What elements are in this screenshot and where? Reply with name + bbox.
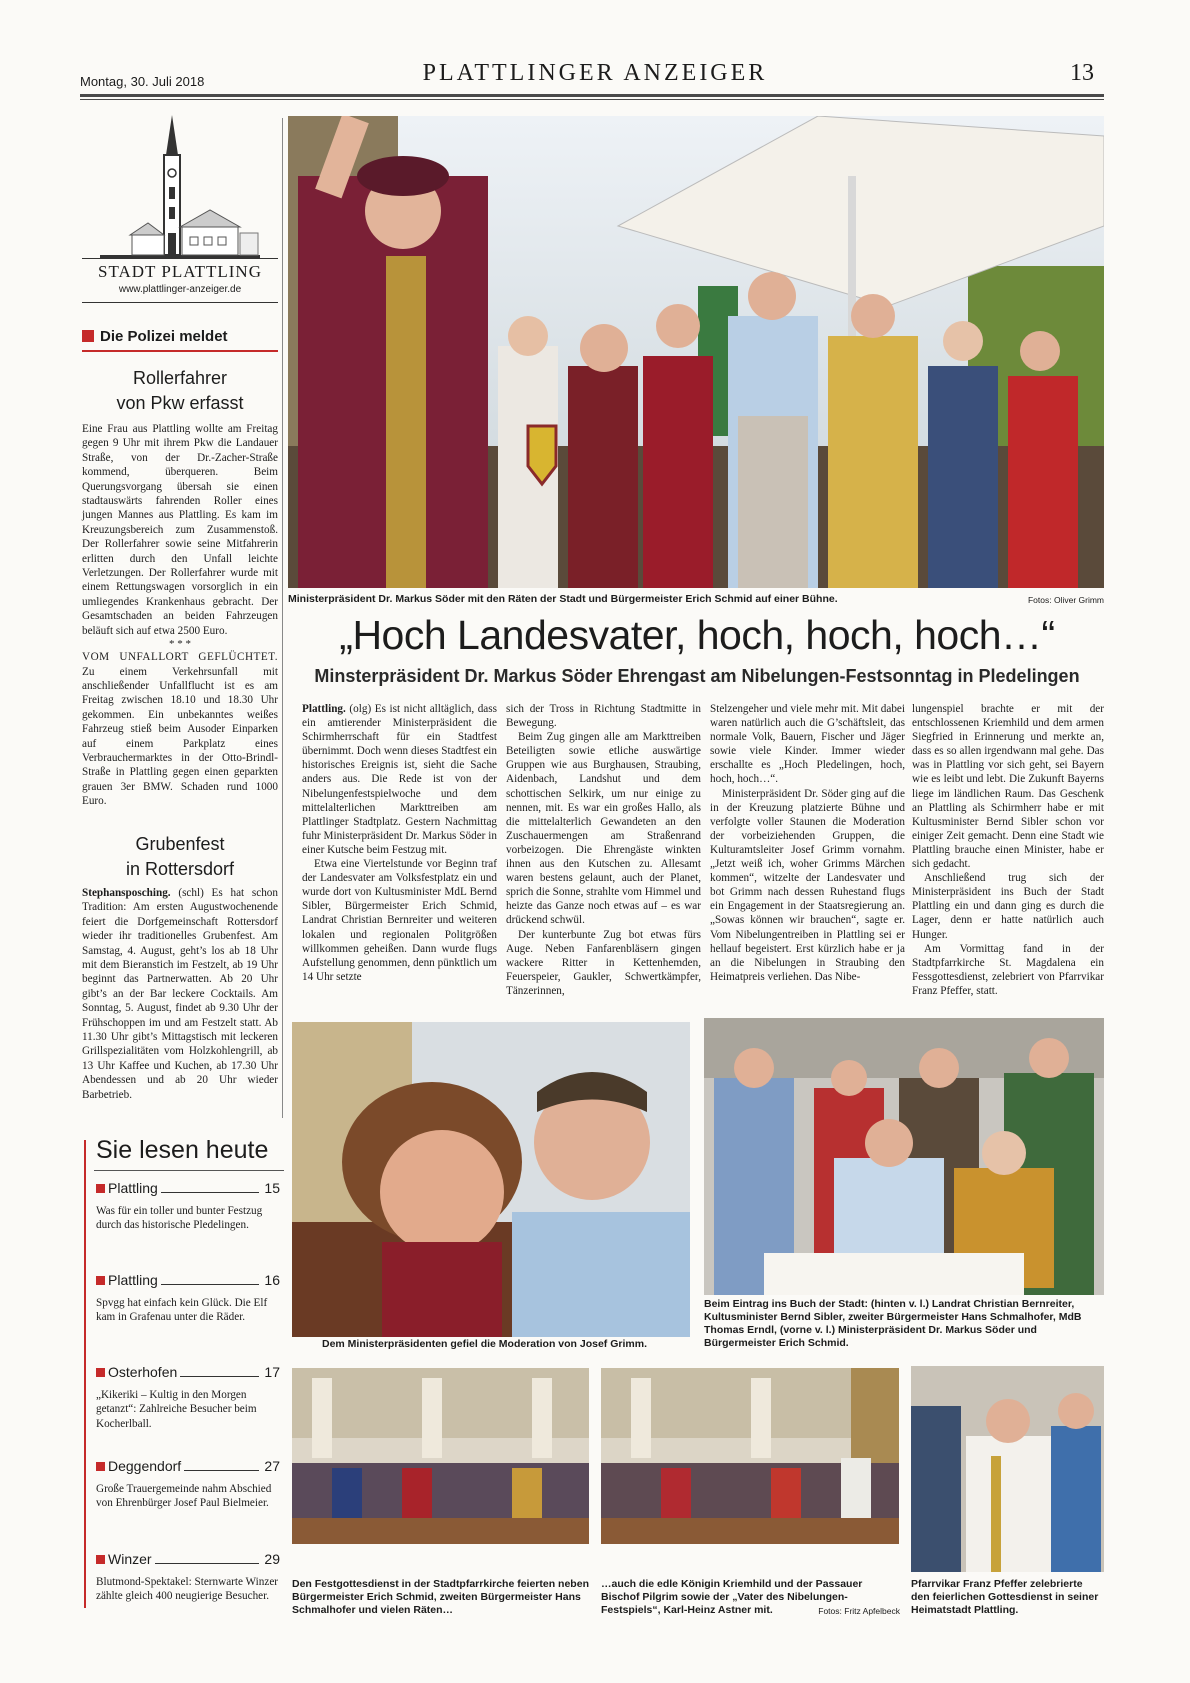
photo-church-credit: Fotos: Fritz Apfelbeck xyxy=(818,1606,900,1616)
logo-rule-bottom xyxy=(82,302,278,303)
article-title-roller: Rollerfahrer von Pkw erfasst xyxy=(116,368,244,413)
contents-item[interactable]: Deggendorf 27 Große Trauergemeinde nahm Abschied von Ehrenbürger Josef Paul Bielmeier. xyxy=(96,1458,280,1510)
photo-golden-book-caption: Beim Eintrag ins Buch der Stadt: (hinten v. l.) Landrat Christian Bernreiter, Kultusminister Bernd Sibler, zweiter Bürgermeister Hans Schmalhofer, MdB Thomas Erndl, (vorne v. l.) Ministerpräsident Dr. Markus Söder und Bürgermeister Erich Schmid. xyxy=(704,1298,1082,1349)
bullet-square-icon xyxy=(96,1276,105,1285)
photo-soeder-grimm-caption: Dem Ministerpräsidenten gefiel die Moderation von Josef Grimm. xyxy=(322,1338,647,1350)
header-rule xyxy=(80,94,1104,97)
masthead: PLATTLINGER ANZEIGER xyxy=(422,60,768,86)
column-divider xyxy=(282,118,283,1118)
photo-church-service-2-caption: …auch die edle Königin Kriemhild und der Passauer Bischof Pilgrim sowie der „Vater des Nibelungen-Festspiels“, Karl-Heinz Astner mit. xyxy=(601,1578,863,1616)
main-headline: „Hoch Landesvater, hoch, hoch, hoch…“ xyxy=(339,612,1055,658)
contents-title: Sie lesen heute xyxy=(96,1136,269,1164)
logo-name: STADT PLATTLING xyxy=(98,262,262,281)
photo-church-service-1 xyxy=(292,1368,589,1544)
contents-accent-bar xyxy=(84,1140,86,1608)
photo-church-service-2 xyxy=(601,1368,899,1544)
bullet-square-icon xyxy=(96,1368,105,1377)
article-body-roller: Eine Frau aus Plattling wollte am Freitag gegen 9 Uhr mit ihrem Pkw die Landauer Straße, von der Dr.-Zacher-Straße kommend, überqueren. Beim Querungsvorgang übersah sie einen stadtauswärts fahrenden Roller eines jungen Mannes aus Plattling. Es kam im Kreuzungsbereich zum Zusammenstoß. Der Rollerfahrer sowie seine Mitfahrerin erlitten durch den Unfall leichte Verletzungen. Der Rollerfahrer wurde mit einem Rettungswagen vorsorglich in ein umliegendes Krankenhaus gebracht. Der Gesamtschaden an beiden Fahrzeugen beläuft sich auf etwa 2500 Euro. * * * VOM UNFALLORT GEFLÜCHTET. Zu einem Verkehrsunfall mit anschließender Unfallflucht ist es am Freitag zwischen 18.10 und 18.30 Uhr gekommen. Ein unbekanntes weißes Fahrzeug stieß beim Ausoder Einparken auf einem Parkplatz eines Verbrauchermarktes in der Otto-Brindl-Straße in Plattling gegen einen geparkten grauen 3er BMW. Schaden rund 1000 Euro. xyxy=(82,423,278,808)
article-column-2: sich der Tross in Richtung Stadtmitte in Bewegung. Beim Zug gingen alle am Markttreiben Beteiligten sowie etliche auswärtige Gruppen wie aus Burghausen, Straubing, Aidenbach, Landshut und dem schottischen Selkirk, um nur einige zu nennen, mit. Es war ein großes Hallo, als die mittelalterlich Gewandeten an den Zuschauermengen am Straßenrand vorbeizogen. Die Ehrengäste winkten ihnen aus den Kutschen zu. Allesamt waren bestens gelaunt, auch der Planet, sprich die Sonne, strahlte vom Himmel und heizte das Ganze noch etwas auf – es war drückend schwül. Der kunterbunte Zug bot etwas fürs Auge. Neben Fanfarenbläsern gingen wackere Ritter in Kettenhemden, Feuerspeier, Gaukler, Schwertkämpfer, Tänzerinnen, xyxy=(506,703,701,997)
top-photo-caption: Ministerpräsident Dr. Markus Söder mit den Räten der Stadt und Bürgermeister Erich Schmid auf einer Bühne. xyxy=(288,593,838,605)
header-rule-thin xyxy=(80,99,1104,100)
bullet-square-icon xyxy=(96,1462,105,1471)
church-logo-icon xyxy=(100,115,260,260)
logo-rule-top xyxy=(82,258,278,259)
section-rule xyxy=(82,350,278,352)
page-number: 13 xyxy=(1070,60,1094,86)
police-section-heading: Die Polizei meldet xyxy=(82,328,278,345)
photo-church-service-1-caption: Den Festgottesdienst in der Stadtpfarrkirche feierten neben Bürgermeister Erich Schmid, zweiten Bürgermeister Hans Schmalhofer und vielen Räten… xyxy=(292,1578,589,1616)
contents-rule xyxy=(94,1170,284,1171)
top-photo xyxy=(288,116,1104,588)
photo-pfarrvikar xyxy=(911,1366,1104,1572)
contents-item[interactable]: Winzer 29 Blutmond-Spektakel: Sternwarte Winzer zählte gleich 400 neugierige Besucher. xyxy=(96,1551,280,1603)
contents-item[interactable]: Osterhofen 17 „Kikeriki – Kultig in den Morgen getanzt“: Zahlreiche Besucher beim Kocherlball. xyxy=(96,1364,280,1430)
bullet-square-icon xyxy=(96,1555,105,1564)
contents-item[interactable]: Plattling 16 Spvgg hat einfach kein Glück. Die Elf kam in Grafenau unter die Räder. xyxy=(96,1272,280,1324)
bullet-square-icon xyxy=(96,1184,105,1193)
main-subheadline: Minsterpräsident Dr. Markus Söder Ehrengast am Nibelungen-Festsonntag in Pledelingen xyxy=(314,666,1080,686)
article-column-1: Plattling. (olg) Es ist nicht alltäglich, dass ein amtierender Ministerpräsident die Schirmherrschaft für ein Stadtfest übernimmt. Doch wenn dieses Stadtfest ein historisches Ereignis ist, sieht die Sache anders aus. Die Rede ist von der Nibelungenfestspielwoche und dem mittelalterlichen Markttreiben am Plattlinger Stadtplatz. Gestern Nachmittag fuhr Ministerpräsident Dr. Markus Söder in einer Kutsche beim Festzug mit. Etwa eine Viertelstunde vor Beginn traf der Landesvater am Volksfestplatz ein und wurde dort von Kultusminister MdL Bernd Sibler, Bürgermeister Erich Schmid, Landrat Christian Bernreiter und weiteren lokalen und regionalen Politgrößen willkommen geheißen. Dann wurde flugs Aufstellung genommen, denn pünktlich um 14 Uhr setzte xyxy=(302,703,497,983)
article-column-4: lungenspiel brachte er mit der entschlossenen Kriemhild und dem armen Siegfried in Erinnerung und merkte an, dass es so allen irgendwann mal gehe. Das was in Plattling vor sich geht, sei Bayern wie es leibt und lebt. Die Zukunft Bayerns liege im ländlichen Raum. Das Geschenk an Plattling als Schirmherr habe er mit Kultusminister Bernd Sibler schon vor einiger Zeit gemacht. Denn eine Stadt wie Plattling brauche einen Minister, habe er sich gedacht. Anschließend trug sich der Ministerpräsident ins Buch der Stadt Plattling ein und dann ging es durch die Lager, denn er hatte natürlich auch Hunger. Am Vormittag fand in der Stadtpfarrkirche St. Magdalena ein Fessgottesdienst, zelebriert von Pfarrvikar Franz Pfeffer, statt. xyxy=(912,703,1104,997)
issue-date: Montag, 30. Juli 2018 xyxy=(80,74,205,89)
article-column-3: Stelzengeher und viele mehr mit. Mit dabei waren natürlich auch die G’schäftsleit, das normale Volk, Bauern, Fischer und Jäger sowie viele Kinder. Immer wieder erschallte es „Hoch Pledelingen, hoch, hoch, hoch…“. Ministerpräsident Dr. Söder ging auf die in der Kreuzung platzierte Bühne und verfolgte voller Staunen die Moderation der vorbeiziehenden Gruppen, die Kulturamtsleiter Josef Grimm vornahm. „Jetzt weiß ich, woher Grimms Märchen kommen“, witzelte der Landesvater und bot Grimm nach dessen Ruhestand flugs ein Engagement in der Staatsregierung an. „Sowas können wir brauchen“, sagte er. Vom Nibelungentreiben in Plattling sei er hellauf begeistert. Erst kürzlich habe er ja an die Nibelungen in Straubing den Heimatpreis verliehen. Das Nibe- xyxy=(710,703,905,983)
logo-url: www.plattlinger-anzeiger.de xyxy=(118,284,242,295)
photo-pfarrvikar-caption: Pfarrvikar Franz Pfeffer zelebrierte den feierlichen Gottesdienst in seiner Heimatstadt Plattling. xyxy=(911,1578,1099,1616)
photo-soeder-grimm xyxy=(292,1022,690,1337)
contents-item[interactable]: Plattling 15 Was für ein toller und bunter Festzug durch das historische Pledelingen. xyxy=(96,1180,280,1232)
top-photo-credit: Fotos: Oliver Grimm xyxy=(1027,595,1104,605)
article-title-grubenfest: Grubenfest in Rottersdorf xyxy=(125,834,235,879)
photo-golden-book xyxy=(704,1018,1104,1295)
article-body-grubenfest: Stephansposching. (schl) Es hat schon Tradition: Am ersten Augustwochenende feiert die Dorfgemeinschaft Rottersdorf wieder ihr traditionelles Grubenfest. Am Samstag, 4. August, geht’s los ab 18 Uhr mit dem Bieranstich im Festzelt, ab 19 Uhr beginnt das Partnerwatten. Ab 20 Uhr gibt’s an der Bar leckere Cocktails. Am Sonntag, 5. August, findet ab 9.30 Uhr der Frühschoppen im und am Festzelt statt. Ab 11.30 Uhr gibt’s Mittagstisch mit leckeren Grillspezialitäten vom Holzkohlengrill, ab 13 Uhr Kaffee und Kuchen, ab 17.30 Uhr Abendessen und ab 20 Uhr wieder Barbetrieb. xyxy=(82,887,278,1101)
